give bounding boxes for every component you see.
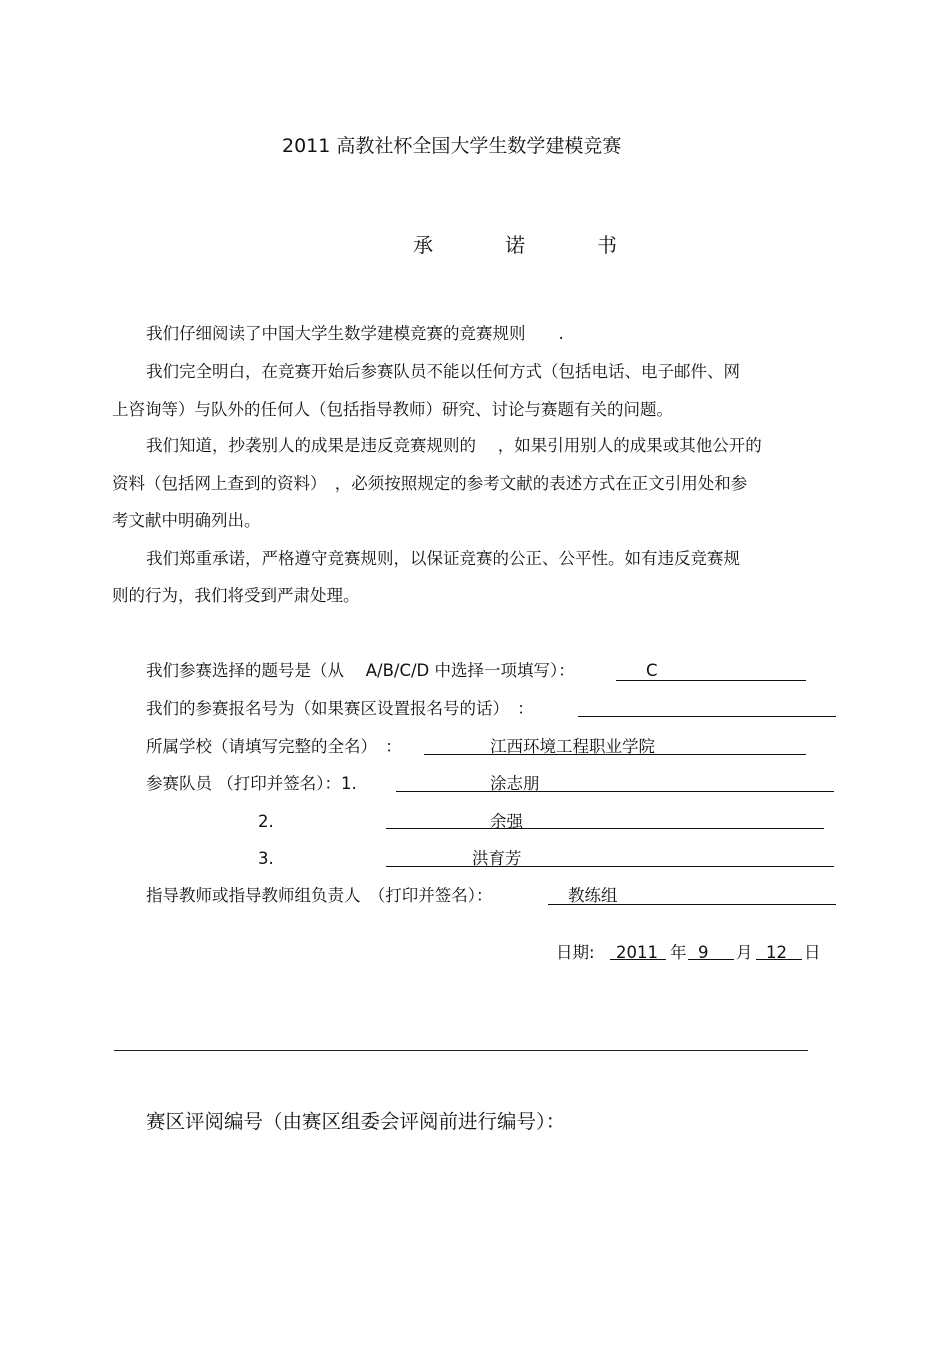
- problem-number-underline: [616, 680, 806, 681]
- date-day-unit: 日: [804, 943, 821, 962]
- member-3-value[interactable]: 洪育芳: [472, 849, 522, 868]
- member-2-number: 2.: [258, 812, 274, 831]
- document-title: 2011 高教社杯全国大学生数学建模竞赛: [282, 135, 622, 157]
- problem-number-label: 我们参赛选择的题号是（从 A/B/C/D 中选择一项填写）：: [146, 661, 575, 680]
- member-3-number: 3.: [258, 849, 274, 868]
- date-month-underline: [688, 959, 734, 960]
- school-label: 所属学校（请填写完整的全名） ：: [146, 737, 402, 756]
- date-month-unit: 月: [736, 943, 753, 962]
- review-number-label: 赛区评阅编号（由赛区组委会评阅前进行编号）：: [146, 1110, 566, 1133]
- members-label: 参赛队员 （打印并签名）：1.: [146, 774, 357, 793]
- paragraph-3-line-3: 考文献中明确列出。: [112, 511, 261, 530]
- member-1-value[interactable]: 涂志朋: [490, 774, 540, 793]
- paragraph-4-line-1: 我们郑重承诺，严格遵守竞赛规则，以保证竞赛的公正、公平性。如有违反竞赛规: [146, 549, 740, 568]
- advisor-label: 指导教师或指导教师组负责人 （打印并签名）：: [146, 886, 493, 905]
- date-year-value[interactable]: 2011: [616, 943, 658, 962]
- registration-number-underline: [578, 716, 836, 717]
- paragraph-1: 我们仔细阅读了中国大学生数学建模竞赛的竞赛规则 .: [146, 324, 564, 343]
- date-month-value[interactable]: 9: [698, 943, 709, 962]
- date-year-unit: 年: [670, 943, 687, 962]
- date-label: 日期:: [556, 943, 595, 962]
- section-divider: [114, 1050, 808, 1051]
- registration-number-label: 我们的参赛报名号为（如果赛区设置报名号的话） ：: [146, 699, 534, 718]
- paragraph-3-line-1: 我们知道，抄袭别人的成果是违反竞赛规则的 ，如果引用别人的成果或其他公开的: [146, 436, 762, 455]
- paragraph-2-line-2: 上咨询等）与队外的任何人（包括指导教师）研究、讨论与赛题有关的问题。: [112, 400, 673, 419]
- paragraph-4-line-2: 则的行为，我们将受到严肃处理。: [112, 586, 360, 605]
- member-1-underline: [396, 791, 834, 792]
- member-2-value[interactable]: 余强: [490, 812, 523, 831]
- member-2-underline: [386, 828, 824, 829]
- document-subtitle: 承 诺 书: [413, 233, 643, 257]
- paragraph-2-line-1: 我们完全明白，在竞赛开始后参赛队员不能以任何方式（包括电话、电子邮件、网: [146, 362, 740, 381]
- member-3-underline: [386, 866, 834, 867]
- problem-number-value[interactable]: C: [646, 661, 658, 680]
- date-day-value[interactable]: 12: [766, 943, 787, 962]
- school-value[interactable]: 江西环境工程职业学院: [490, 737, 655, 756]
- paragraph-3-line-2: 资料（包括网上查到的资料） ，必须按照规定的参考文献的表述方式在正文引用处和参: [112, 474, 748, 493]
- advisor-value[interactable]: 教练组: [568, 886, 618, 905]
